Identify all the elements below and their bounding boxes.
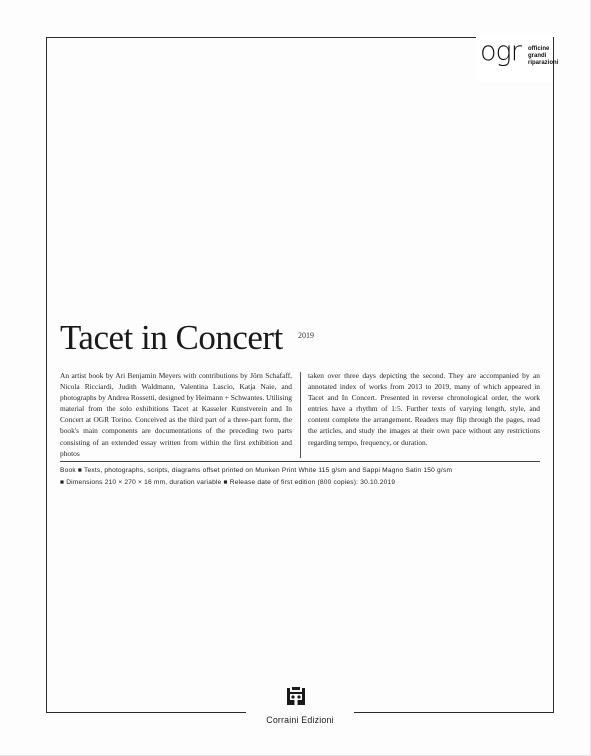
castle-icon <box>286 686 306 706</box>
publisher-name: Corraini Edizioni <box>266 715 334 725</box>
ogr-logo-mark: ogr <box>480 36 521 67</box>
ogr-logo <box>476 36 559 82</box>
title-block <box>60 318 360 363</box>
description <box>60 370 540 460</box>
description-left-column: An artist book by Ari Benjamin Meyers with contributions by Jörn Schafaff, Nicola Ricciardi, Judith Waldmann, Valentina Lascio, Katja Naie, and photographs by Andrea Rossetti, designed by Heimann + Schwantes. Utilising material from the solo exhibitions Tacet at Kasseler Kunstverein and In Concert at OGR Torino. Conceived as the third part of a three-part form, the book's main components are documentations of the preceding two parts consisting of an extended essay written from within the first exhibition and photos <box>60 371 292 458</box>
ogr-logo-line: riparazioni <box>528 60 559 66</box>
specs-line: Book ■ Texts, photographs, scripts, diagrams offset printed on Munken Print White 115 g/sm and Sappi Magno Satin 150 g/sm <box>60 467 453 474</box>
ogr-logo-text <box>528 46 558 67</box>
specs-line: ■ Dimensions 210 × 270 × 16 mm, duration variable ■ Release date of first edition (800 copies): 30.10.2019 <box>60 479 396 486</box>
specs-divider <box>60 461 540 462</box>
specifications <box>60 465 540 489</box>
title-year: 2019 <box>298 331 314 340</box>
ogr-logo-line: grandi <box>528 53 547 59</box>
page-title: Tacet in Concert <box>60 318 283 357</box>
description-right-column: taken over three days depicting the second. They are accompanied by an annotated index of works from 2013 to 2019, many of which appeared in Tacet and In Concert. Presented in reverse chronological order, the work entries have a rhythm of 1:5. Further texts of varying length, style, and content complete the arrangement. Readers may flip through the pages, read the articles, and study the images at their own pace without any restrictions regarding tempo, frequency, or duration. <box>308 371 540 447</box>
ogr-logo-line: officine <box>528 46 550 52</box>
column-divider <box>300 372 301 458</box>
